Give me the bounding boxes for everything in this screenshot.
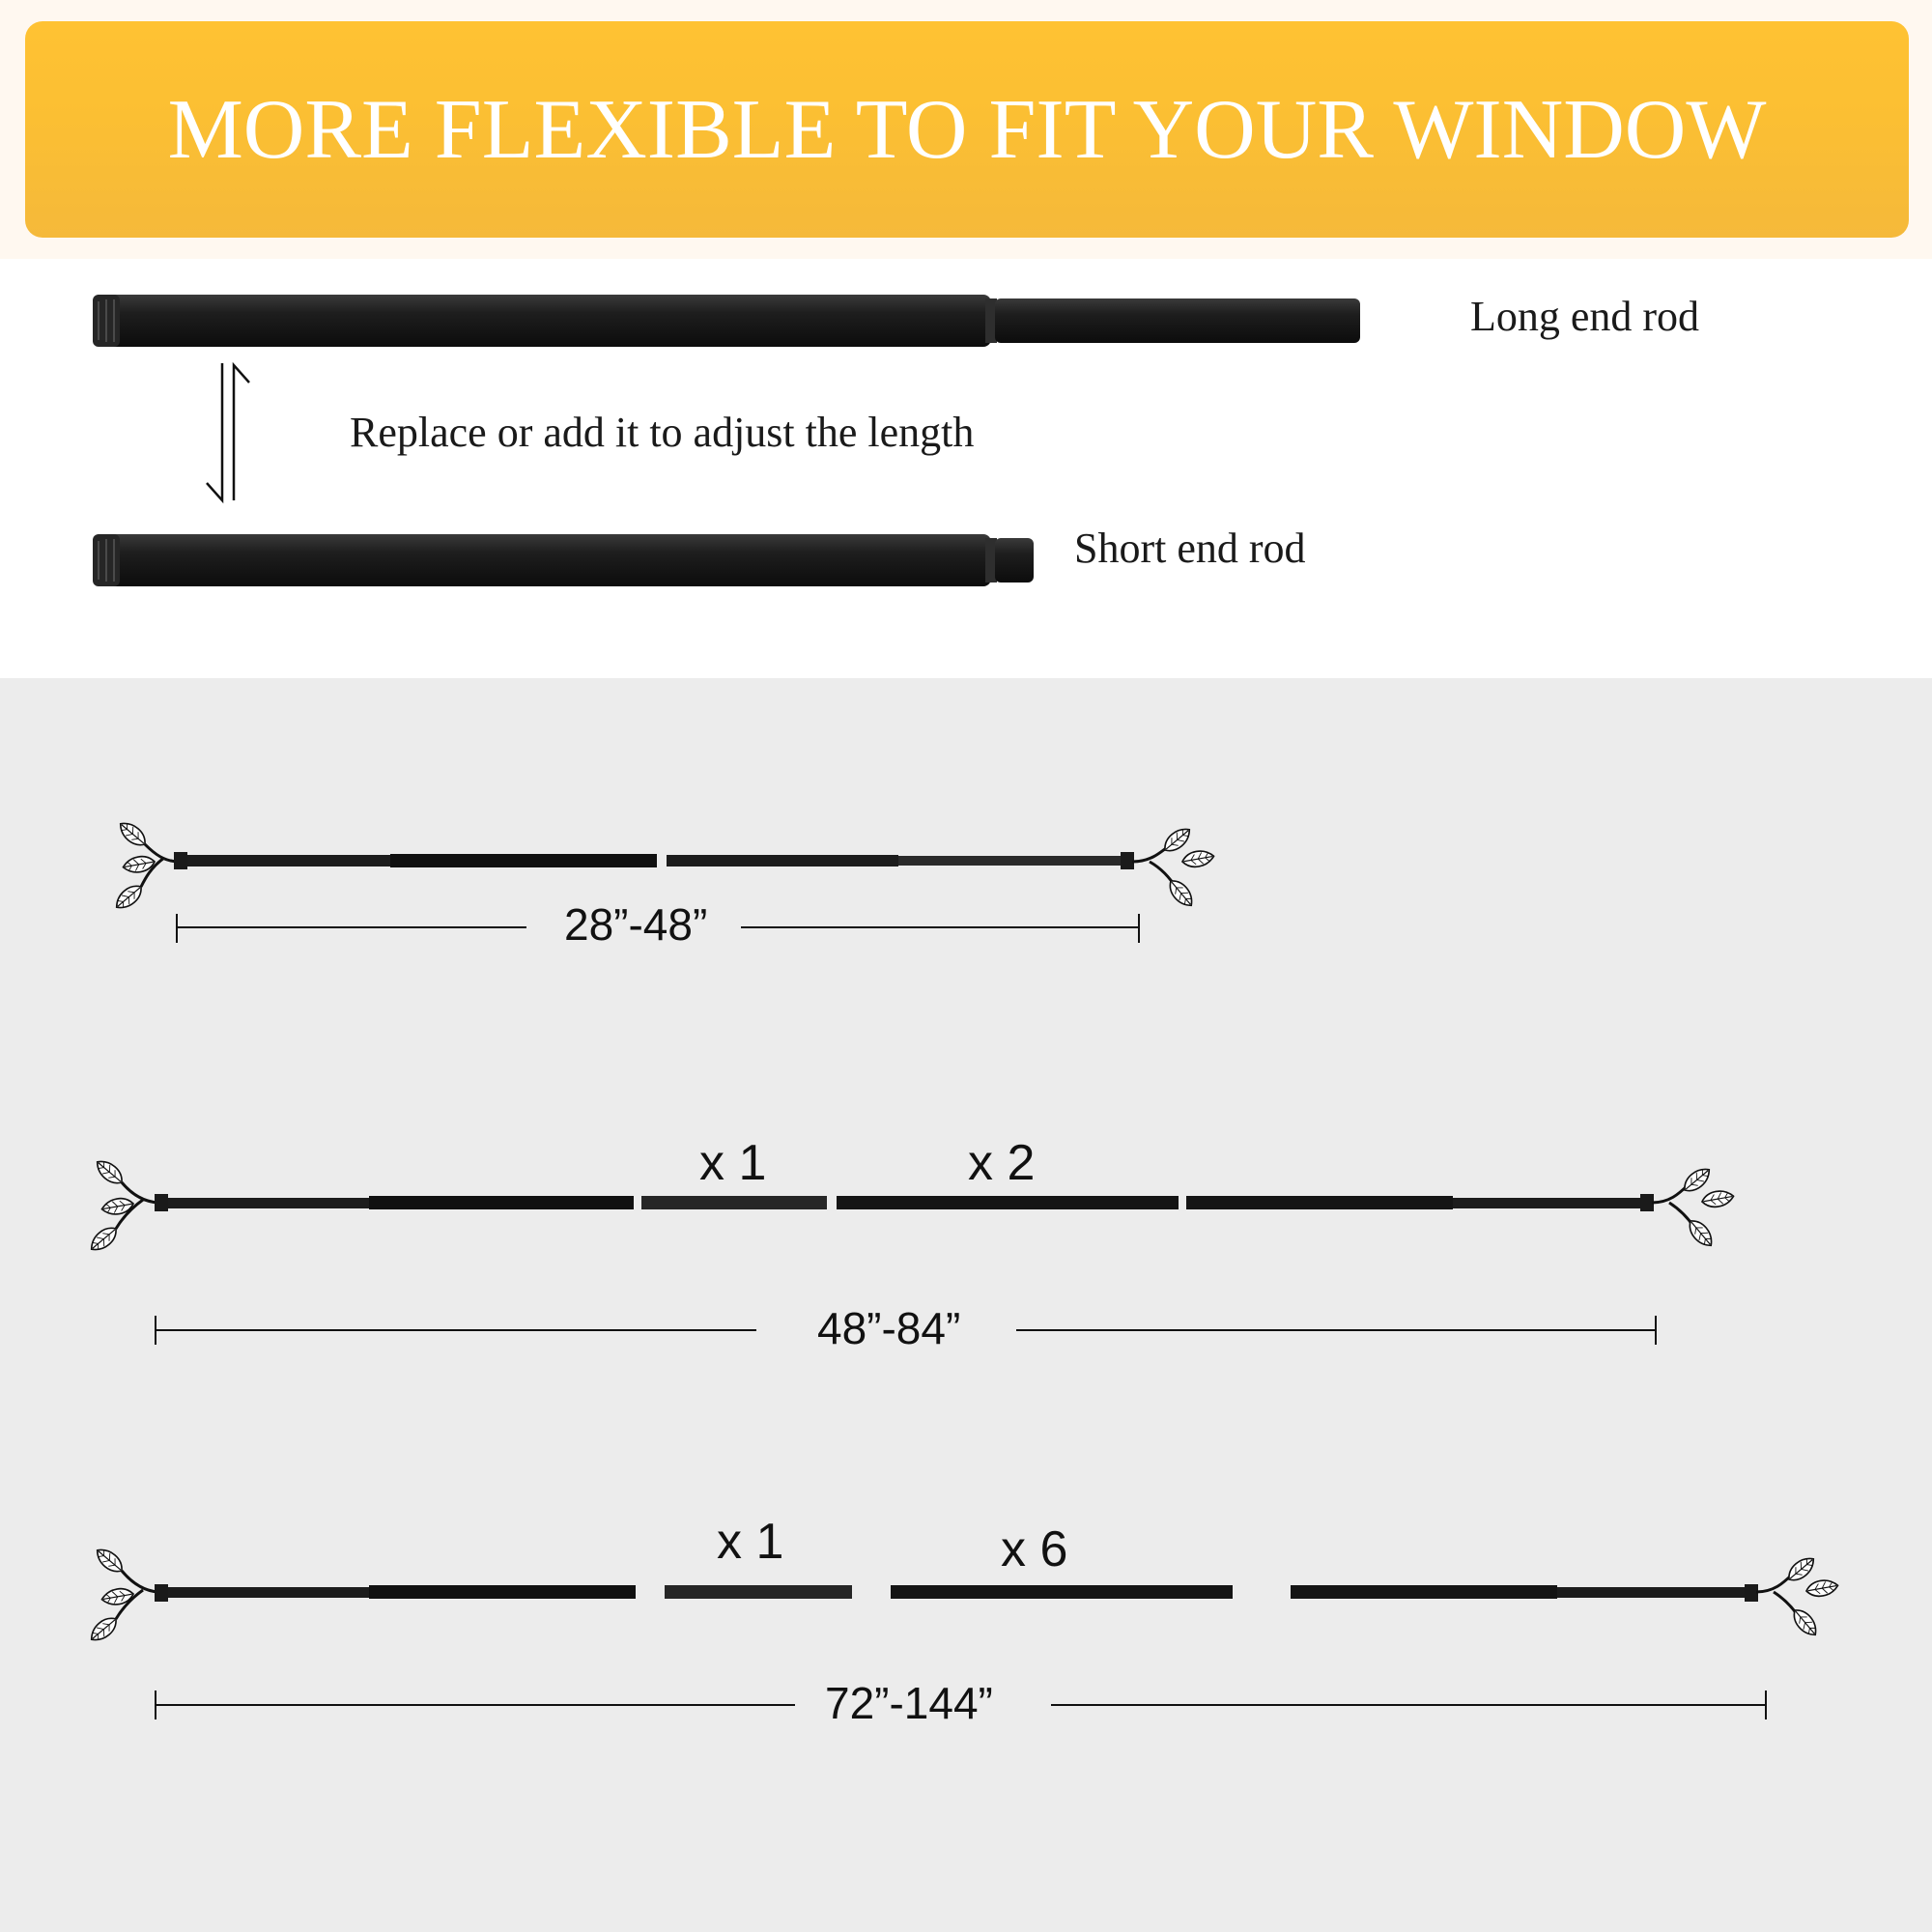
short-end-rod-label: Short end rod	[1074, 525, 1306, 572]
banner-title: MORE FLEXIBLE TO FIT YOUR WINDOW	[167, 82, 1767, 177]
qty-long-label: x 6	[1001, 1521, 1068, 1577]
leaf-finial-right-icon	[1132, 824, 1215, 911]
short-end-rod	[93, 534, 1034, 586]
long-end-rod-label: Long end rod	[1470, 293, 1700, 340]
long-end-rod	[93, 295, 1360, 347]
swap-arrows-icon	[207, 363, 249, 500]
leaf-finial-left-icon	[87, 1156, 158, 1255]
range-label-72-144: 72”-144”	[825, 1678, 993, 1728]
config-72-144-rod	[87, 1545, 1839, 1645]
range-label-48-84: 48”-84”	[817, 1303, 961, 1353]
leaf-finial-left-icon	[87, 1545, 158, 1645]
qty-long-label: x 2	[968, 1135, 1036, 1191]
qty-short-label: x 1	[717, 1514, 784, 1570]
leaf-finial-right-icon	[1756, 1553, 1839, 1640]
config-48-84-rod	[87, 1156, 1735, 1255]
range-label-28-48: 28”-48”	[564, 899, 708, 950]
qty-short-label: x 1	[699, 1135, 767, 1191]
instruction-text: Replace or add it to adjust the length	[350, 409, 975, 456]
leaf-finial-right-icon	[1652, 1164, 1735, 1251]
leaf-finial-left-icon	[112, 818, 180, 913]
